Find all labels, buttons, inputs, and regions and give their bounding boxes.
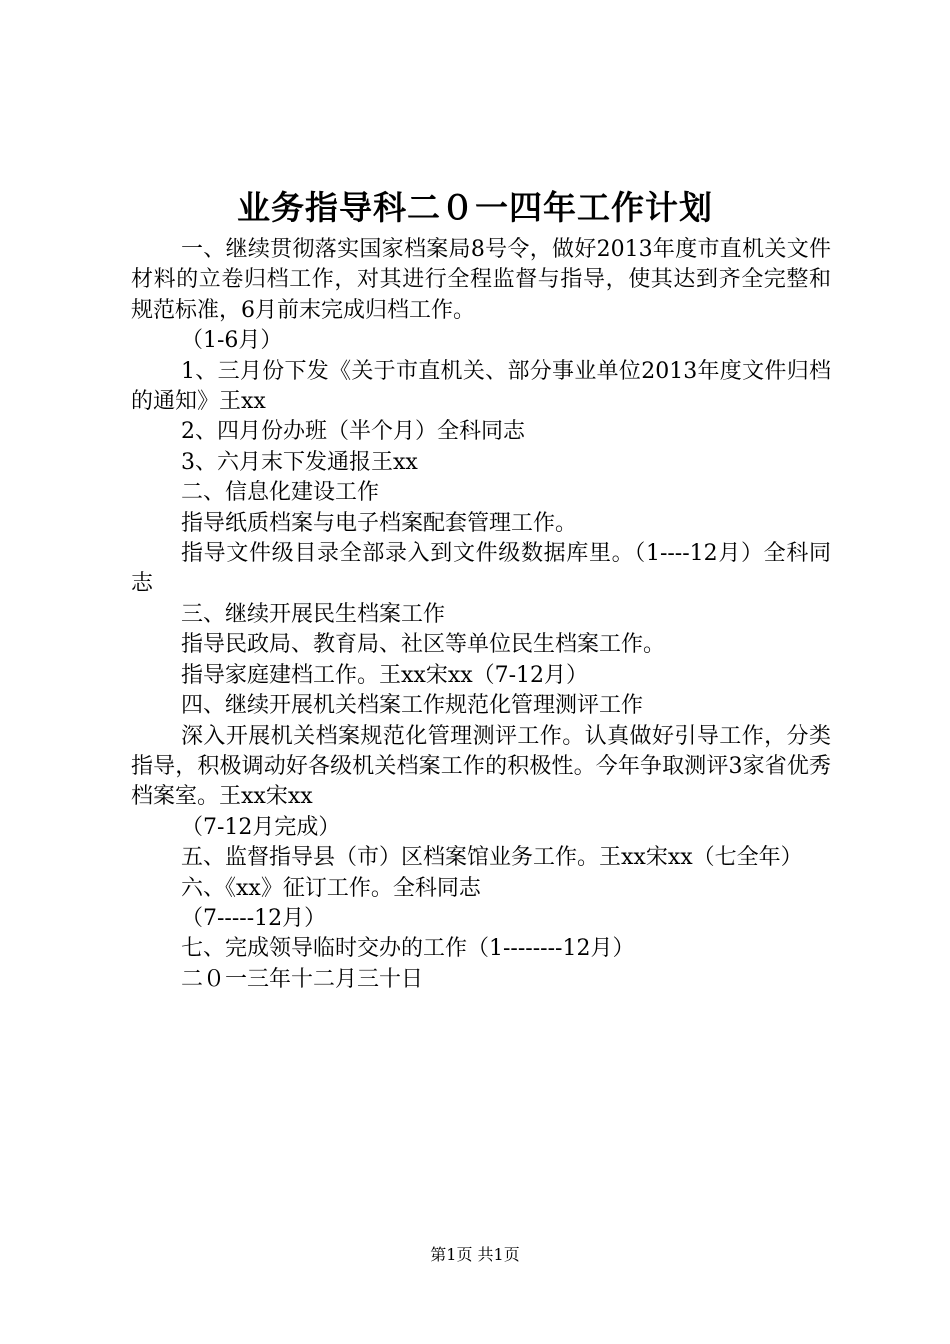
section-heading: 三、继续开展民生档案工作 — [181, 601, 446, 627]
section-heading: 六、《xx》征订工作。全科同志 — [181, 875, 481, 901]
paragraph: 指导纸质档案与电子档案配套管理工作。 — [181, 510, 578, 536]
section-heading: 四、继续开展机关档案工作规范化管理测评工作 — [181, 693, 644, 719]
page-footer: 第1页 共1页 — [430, 1245, 520, 1264]
paragraph: 1、三月份下发《关于市直机关、部分事业单位2013年度文件归档的通知》王xx — [131, 358, 831, 415]
paragraph: 3、六月末下发通报王xx — [181, 449, 418, 475]
paragraph: （1-6月） — [181, 328, 283, 354]
paragraph: 一、继续贯彻落实国家档案局8号令，做好2013年度市直机关文件材料的立卷归档工作，对其进行全程监督与指导，使其达到齐全完整和规范标准，6月前末完成归档工作。 — [131, 237, 831, 323]
paragraph: 深入开展机关档案规范化管理测评工作。认真做好引导工作，分类指导，积极调动好各级机关档案工作的积极性。今年争取测评3家省优秀档案室。王xx宋xx — [131, 723, 831, 810]
document-title: 业务指导科二０一四年工作计划 — [237, 188, 713, 227]
paragraph: 指导家庭建档工作。王xx宋xx（7-12月） — [181, 662, 589, 688]
paragraph: （7-----12月） — [181, 905, 327, 931]
paragraph: （7-12月完成） — [181, 814, 341, 840]
paragraph: 2、四月份办班（半个月）全科同志 — [181, 419, 525, 445]
document-date: 二０一三年十二月三十日 — [181, 966, 424, 992]
section-heading: 五、监督指导县（市）区档案馆业务工作。王xx宋xx（七全年） — [181, 845, 803, 871]
paragraph: 指导文件级目录全部录入到文件级数据库里。（1----12月）全科同志 — [131, 541, 831, 597]
section-heading: 二、信息化建设工作 — [181, 480, 380, 506]
document-body — [131, 235, 831, 995]
section-heading: 七、完成领导临时交办的工作（1--------12月） — [181, 936, 635, 962]
paragraph: 指导民政局、教育局、社区等单位民生档案工作。 — [181, 632, 666, 658]
